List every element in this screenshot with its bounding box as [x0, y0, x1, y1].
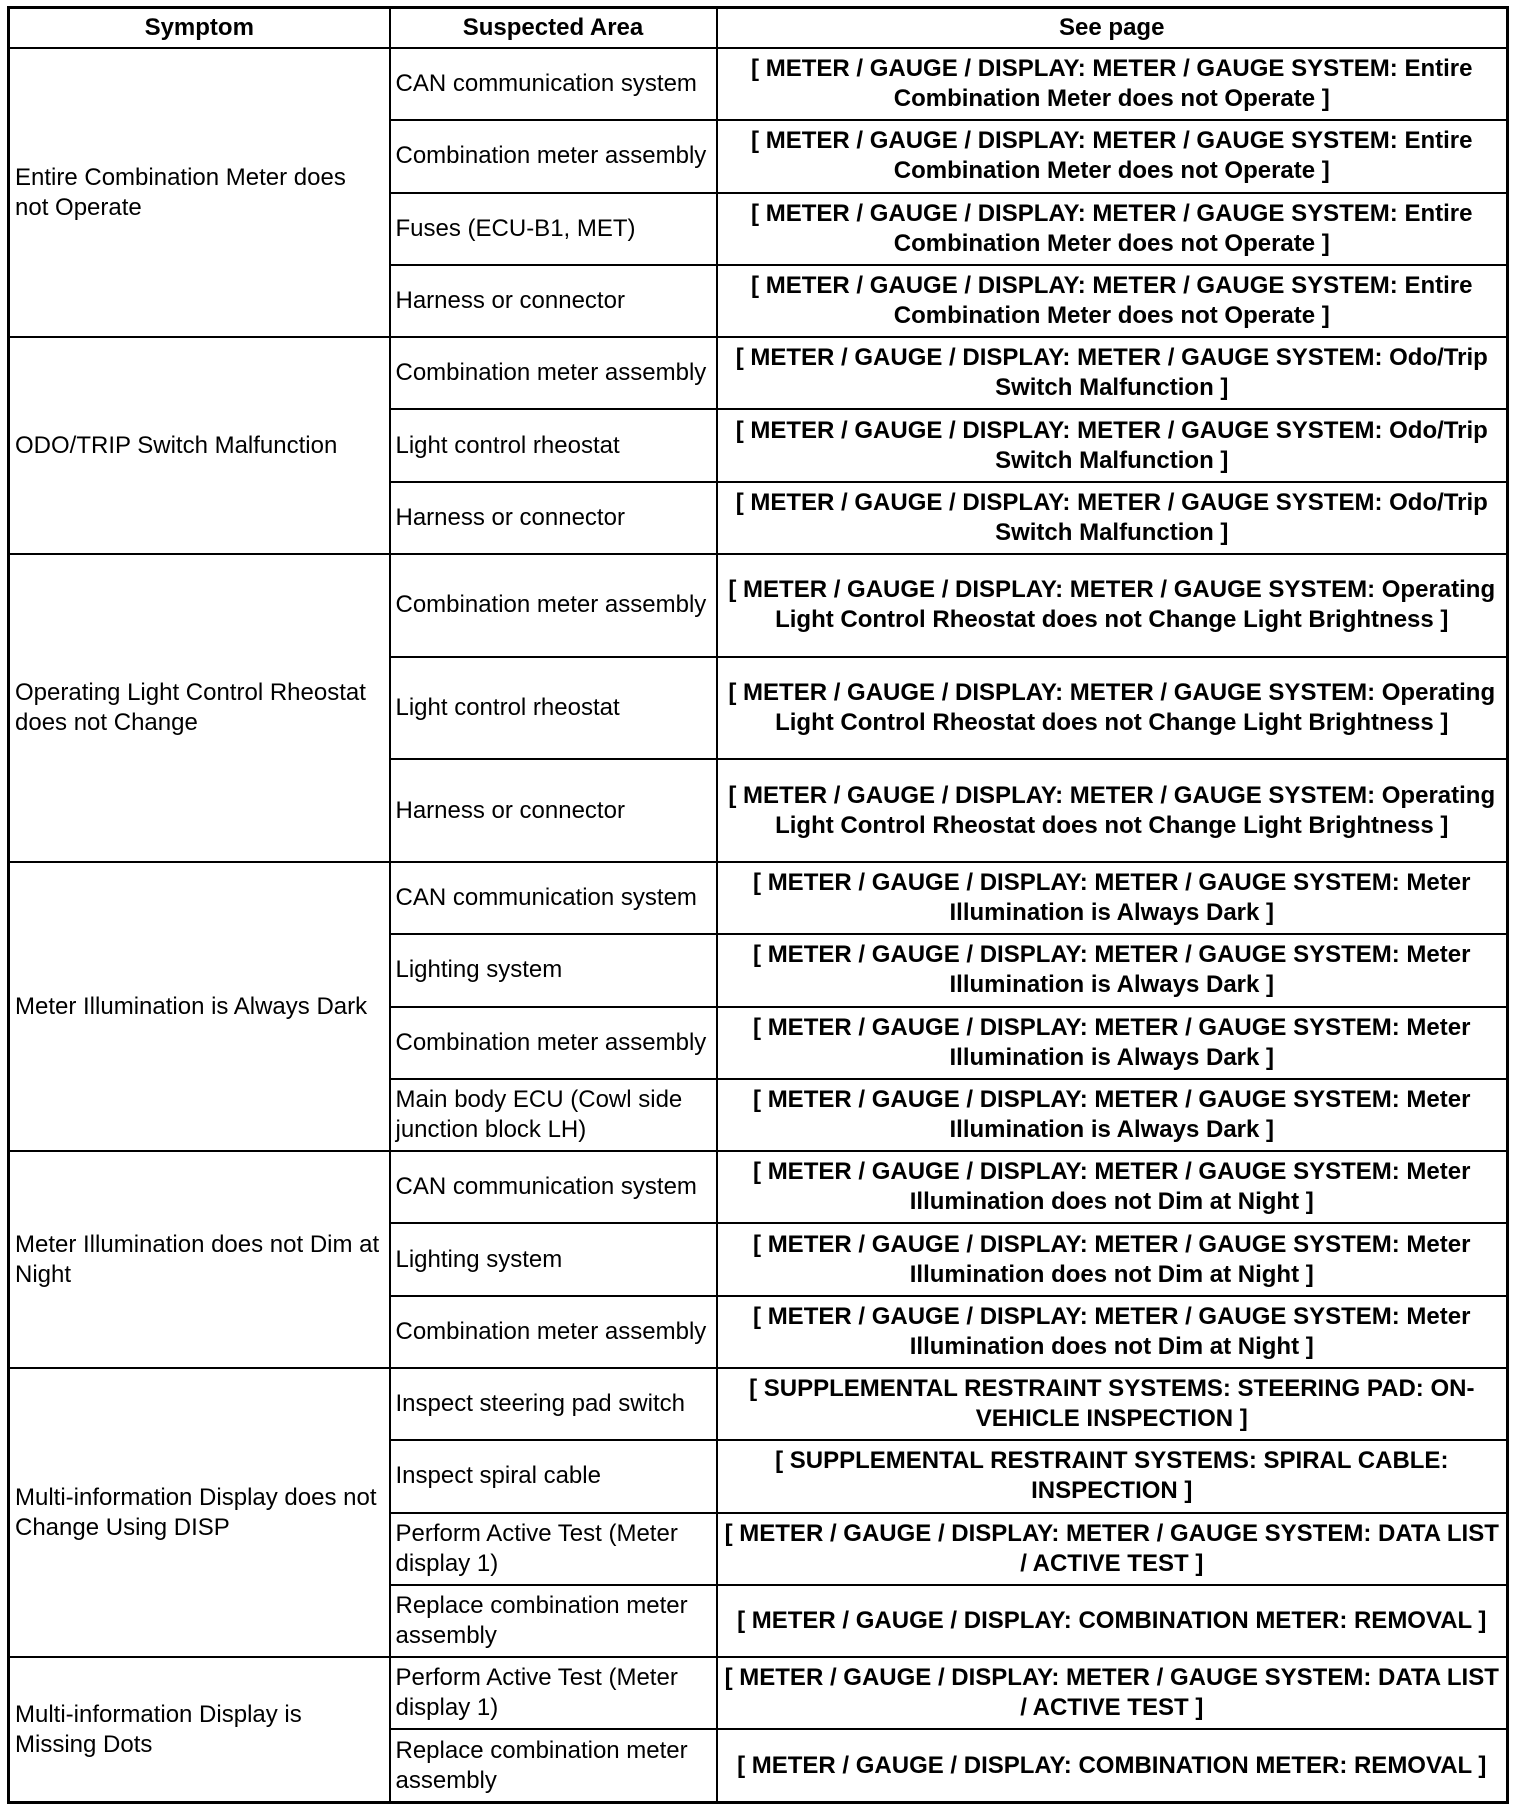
see-page-reference[interactable]: [ METER / GAUGE / DISPLAY: COMBINATION METER: REMOVAL ] — [717, 1729, 1508, 1802]
symptom-cell: Meter Illumination does not Dim at Night — [9, 1151, 390, 1368]
see-page-reference[interactable]: [ METER / GAUGE / DISPLAY: METER / GAUGE SYSTEM: Odo/Trip Switch Malfunction ] — [717, 482, 1508, 554]
suspected-area-cell: Perform Active Test (Meter display 1) — [390, 1657, 717, 1729]
symptom-cell: ODO/TRIP Switch Malfunction — [9, 337, 390, 554]
suspected-area-cell: CAN communication system — [390, 48, 717, 120]
see-page-reference[interactable]: [ METER / GAUGE / DISPLAY: METER / GAUGE SYSTEM: Meter Illumination does not Dim at Night ] — [717, 1296, 1508, 1368]
table-row — [9, 554, 1508, 657]
see-page-reference[interactable]: [ METER / GAUGE / DISPLAY: METER / GAUGE SYSTEM: Operating Light Control Rheostat does not Change Light Brightness ] — [717, 759, 1508, 862]
see-page-reference[interactable]: [ METER / GAUGE / DISPLAY: METER / GAUGE SYSTEM: Operating Light Control Rheostat does not Change Light Brightness ] — [717, 554, 1508, 657]
suspected-area-cell: Lighting system — [390, 1223, 717, 1295]
table-body — [9, 48, 1508, 1803]
see-page-reference[interactable]: [ METER / GAUGE / DISPLAY: METER / GAUGE SYSTEM: Meter Illumination is Always Dark ] — [717, 1007, 1508, 1079]
see-page-reference[interactable]: [ METER / GAUGE / DISPLAY: METER / GAUGE SYSTEM: Meter Illumination does not Dim at Night ] — [717, 1151, 1508, 1223]
header-suspected-area: Suspected Area — [390, 8, 717, 49]
symptom-cell: Multi-information Display is Missing Dots — [9, 1657, 390, 1802]
table-row — [9, 1657, 1508, 1729]
suspected-area-cell: Inspect spiral cable — [390, 1440, 717, 1512]
suspected-area-cell: Fuses (ECU-B1, MET) — [390, 193, 717, 265]
suspected-area-cell: Harness or connector — [390, 759, 717, 862]
table-row — [9, 337, 1508, 409]
table-row — [9, 48, 1508, 120]
table-row — [9, 1151, 1508, 1223]
suspected-area-cell: CAN communication system — [390, 1151, 717, 1223]
see-page-reference[interactable]: [ SUPPLEMENTAL RESTRAINT SYSTEMS: STEERING PAD: ON-VEHICLE INSPECTION ] — [717, 1368, 1508, 1440]
suspected-area-cell: Combination meter assembly — [390, 337, 717, 409]
table-row — [9, 862, 1508, 934]
suspected-area-cell: Combination meter assembly — [390, 1296, 717, 1368]
suspected-area-cell: Light control rheostat — [390, 409, 717, 481]
suspected-area-cell: Combination meter assembly — [390, 120, 717, 192]
see-page-reference[interactable]: [ METER / GAUGE / DISPLAY: METER / GAUGE SYSTEM: Meter Illumination is Always Dark ] — [717, 1079, 1508, 1151]
see-page-reference[interactable]: [ METER / GAUGE / DISPLAY: METER / GAUGE SYSTEM: DATA LIST / ACTIVE TEST ] — [717, 1657, 1508, 1729]
suspected-area-cell: Combination meter assembly — [390, 554, 717, 657]
see-page-reference[interactable]: [ METER / GAUGE / DISPLAY: COMBINATION METER: REMOVAL ] — [717, 1585, 1508, 1657]
suspected-area-cell: CAN communication system — [390, 862, 717, 934]
see-page-reference[interactable]: [ METER / GAUGE / DISPLAY: METER / GAUGE SYSTEM: Odo/Trip Switch Malfunction ] — [717, 337, 1508, 409]
suspected-area-cell: Main body ECU (Cowl side junction block LH) — [390, 1079, 717, 1151]
suspected-area-cell: Replace combination meter assembly — [390, 1585, 717, 1657]
symptom-cell: Meter Illumination is Always Dark — [9, 862, 390, 1151]
symptom-cell: Operating Light Control Rheostat does not Change — [9, 554, 390, 862]
suspected-area-cell: Light control rheostat — [390, 657, 717, 760]
see-page-reference[interactable]: [ METER / GAUGE / DISPLAY: METER / GAUGE SYSTEM: Meter Illumination is Always Dark ] — [717, 862, 1508, 934]
see-page-reference[interactable]: [ METER / GAUGE / DISPLAY: METER / GAUGE SYSTEM: Meter Illumination does not Dim at Night ] — [717, 1223, 1508, 1295]
see-page-reference[interactable]: [ METER / GAUGE / DISPLAY: METER / GAUGE SYSTEM: DATA LIST / ACTIVE TEST ] — [717, 1513, 1508, 1585]
table-row — [9, 1368, 1508, 1440]
see-page-reference[interactable]: [ METER / GAUGE / DISPLAY: METER / GAUGE SYSTEM: Entire Combination Meter does not Operate ] — [717, 48, 1508, 120]
suspected-area-cell: Inspect steering pad switch — [390, 1368, 717, 1440]
see-page-reference[interactable]: [ METER / GAUGE / DISPLAY: METER / GAUGE SYSTEM: Meter Illumination is Always Dark ] — [717, 934, 1508, 1006]
suspected-area-cell: Perform Active Test (Meter display 1) — [390, 1513, 717, 1585]
see-page-reference[interactable]: [ METER / GAUGE / DISPLAY: METER / GAUGE SYSTEM: Entire Combination Meter does not Operate ] — [717, 120, 1508, 192]
suspected-area-cell: Combination meter assembly — [390, 1007, 717, 1079]
suspected-area-cell: Replace combination meter assembly — [390, 1729, 717, 1802]
header-symptom: Symptom — [9, 8, 390, 49]
see-page-reference[interactable]: [ METER / GAUGE / DISPLAY: METER / GAUGE SYSTEM: Entire Combination Meter does not Operate ] — [717, 265, 1508, 337]
suspected-area-cell: Harness or connector — [390, 482, 717, 554]
symptom-cell: Entire Combination Meter does not Operate — [9, 48, 390, 337]
problem-symptoms-table — [7, 6, 1509, 1804]
see-page-reference[interactable]: [ METER / GAUGE / DISPLAY: METER / GAUGE SYSTEM: Entire Combination Meter does not Operate ] — [717, 193, 1508, 265]
see-page-reference[interactable]: [ METER / GAUGE / DISPLAY: METER / GAUGE SYSTEM: Odo/Trip Switch Malfunction ] — [717, 409, 1508, 481]
see-page-reference[interactable]: [ SUPPLEMENTAL RESTRAINT SYSTEMS: SPIRAL CABLE: INSPECTION ] — [717, 1440, 1508, 1512]
suspected-area-cell: Lighting system — [390, 934, 717, 1006]
suspected-area-cell: Harness or connector — [390, 265, 717, 337]
header-row — [9, 8, 1508, 49]
see-page-reference[interactable]: [ METER / GAUGE / DISPLAY: METER / GAUGE SYSTEM: Operating Light Control Rheostat does not Change Light Brightness ] — [717, 657, 1508, 760]
symptom-cell: Multi-information Display does not Change Using DISP — [9, 1368, 390, 1657]
header-see-page: See page — [717, 8, 1508, 49]
